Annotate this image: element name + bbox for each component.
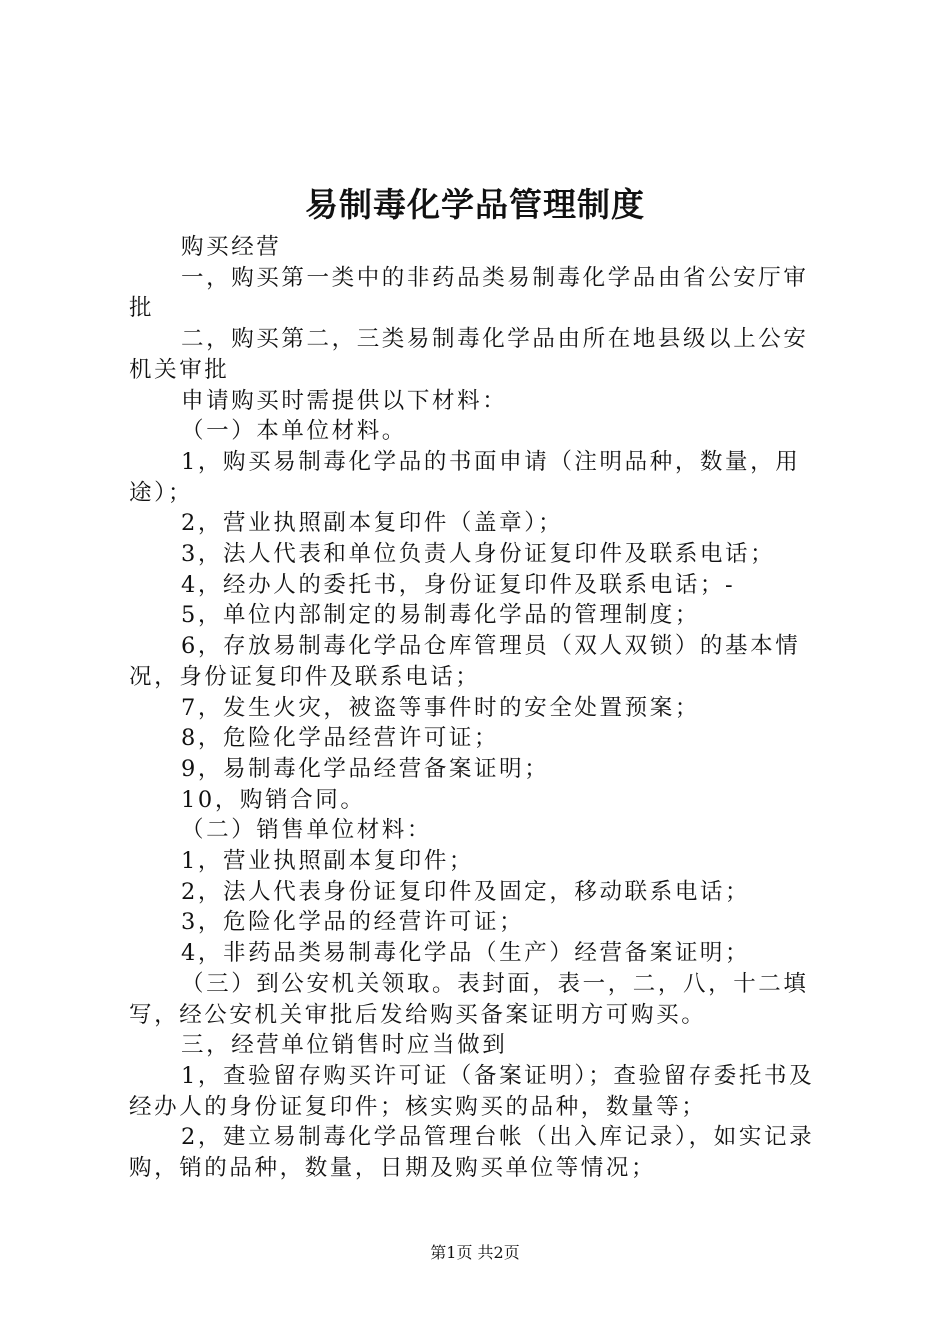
paragraph: 1，购买易制毒化学品的书面申请（注明品种，数量，用途）； [129, 448, 801, 506]
paragraph: 4，非药品类易制毒化学品（生产）经营备案证明； [181, 940, 751, 967]
paragraph: 8，危险化学品经营许可证； [181, 725, 500, 752]
paragraph: （一）本单位材料。 [181, 418, 407, 445]
paragraph: 2，法人代表身份证复印件及固定，移动联系电话； [181, 878, 751, 905]
paragraph: 3，危险化学品的经营许可证； [181, 909, 525, 936]
paragraph: 2，营业执照副本复印件（盖章）； [181, 510, 564, 537]
paragraph: 三，经营单位销售时应当做到 [181, 1032, 508, 1059]
paragraph: （三）到公安机关领取。表封面，表一，二，八，十二填写，经公安机关审批后发给购买备案证明方可购买。 [129, 970, 809, 1028]
paragraph: 二，购买第二，三类易制毒化学品由所在地县级以上公安机关审批 [129, 326, 809, 383]
paragraph: 购买经营 [181, 234, 282, 260]
paragraph: 1，营业执照副本复印件； [181, 848, 475, 875]
document-body [129, 232, 833, 1184]
paragraph: 7，发生火灾，被盗等事件时的安全处置预案； [181, 694, 700, 721]
paragraph: 5，单位内部制定的易制毒化学品的管理制度； [181, 602, 700, 629]
paragraph: （二）销售单位材料： [181, 817, 433, 844]
paragraph: 一，购买第一类中的非药品类易制毒化学品由省公安厅审批 [129, 264, 809, 322]
paragraph: 1，查验留存购买许可证（备案证明）；查验留存委托书及经办人的身份证复印件；核实购买的品种，数量等； [129, 1062, 815, 1120]
page-footer [0, 1241, 950, 1265]
page-number-label: 第1页 共2页 [430, 1243, 520, 1262]
paragraph: 3，法人代表和单位负责人身份证复印件及联系电话； [181, 541, 776, 568]
paragraph: 9，易制毒化学品经营备案证明； [181, 755, 550, 782]
paragraph: 6，存放易制毒化学品仓库管理员（双人双锁）的基本情况，身份证复印件及联系电话； [129, 633, 801, 690]
paragraph: 申请购买时需提供以下材料： [181, 387, 508, 414]
paragraph: 4，经办人的委托书，身份证复印件及联系电话；- [181, 571, 736, 598]
paragraph: 2，建立易制毒化学品管理台帐（出入库记录），如实记录购，销的品种，数量，日期及购买单位等情况； [129, 1124, 815, 1182]
paragraph: 10，购销合同。 [181, 786, 366, 813]
document-title: 易制毒化学品管理制度 [305, 185, 645, 224]
